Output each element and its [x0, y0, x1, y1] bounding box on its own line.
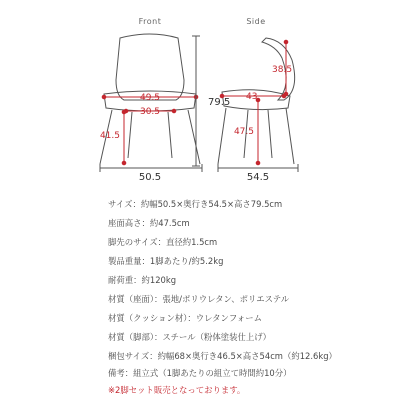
front-seat-width-value: 49.5 — [139, 93, 161, 103]
spec-load-capacity: 耐荷重：約120kg — [108, 275, 177, 285]
side-back-height-value: 38.5 — [272, 65, 293, 75]
total-height-value: 79.5 — [208, 97, 231, 108]
spec-material-seat: 材質（座面）：張地/ポリウレタン、ポリエステル — [108, 294, 290, 304]
front-view-label: Front — [138, 17, 162, 26]
spec-seat-height: 座面高さ：約47.5cm — [108, 218, 190, 228]
spec-material-legs: 材質（脚部）：スチール（粉体塗装仕上げ） — [108, 332, 271, 342]
front-inner-width-value: 30.5 — [139, 107, 161, 117]
spec-remarks: 備考：組立式（1脚あたりの組立て時間約10分） — [108, 368, 292, 378]
front-leg-height-value: 41.5 — [99, 131, 120, 141]
set-sale-note: ※2脚セット販売となっております。 — [108, 385, 246, 395]
side-seat-height-value: 47.5 — [233, 127, 254, 137]
side-view-label: Side — [246, 17, 266, 26]
spec-package-size: 梱包サイズ：約幅68×奥行き46.5×高さ54cm（約12.6kg） — [108, 351, 337, 361]
spec-weight: 製品重量：1脚あたり/約5.2kg — [108, 256, 224, 266]
spec-leg-tip-size: 脚先のサイズ：直径約1.5cm — [108, 237, 218, 247]
side-total-depth-value: 54.5 — [246, 172, 270, 183]
spec-size: サイズ：約幅50.5×奥行き54.5×高さ79.5cm — [108, 199, 283, 209]
spec-material-cushion: 材質（クッション材）：ウレタンフォーム — [108, 313, 263, 323]
front-total-width-value: 50.5 — [138, 172, 162, 183]
side-seat-depth-value: 43 — [246, 92, 258, 102]
